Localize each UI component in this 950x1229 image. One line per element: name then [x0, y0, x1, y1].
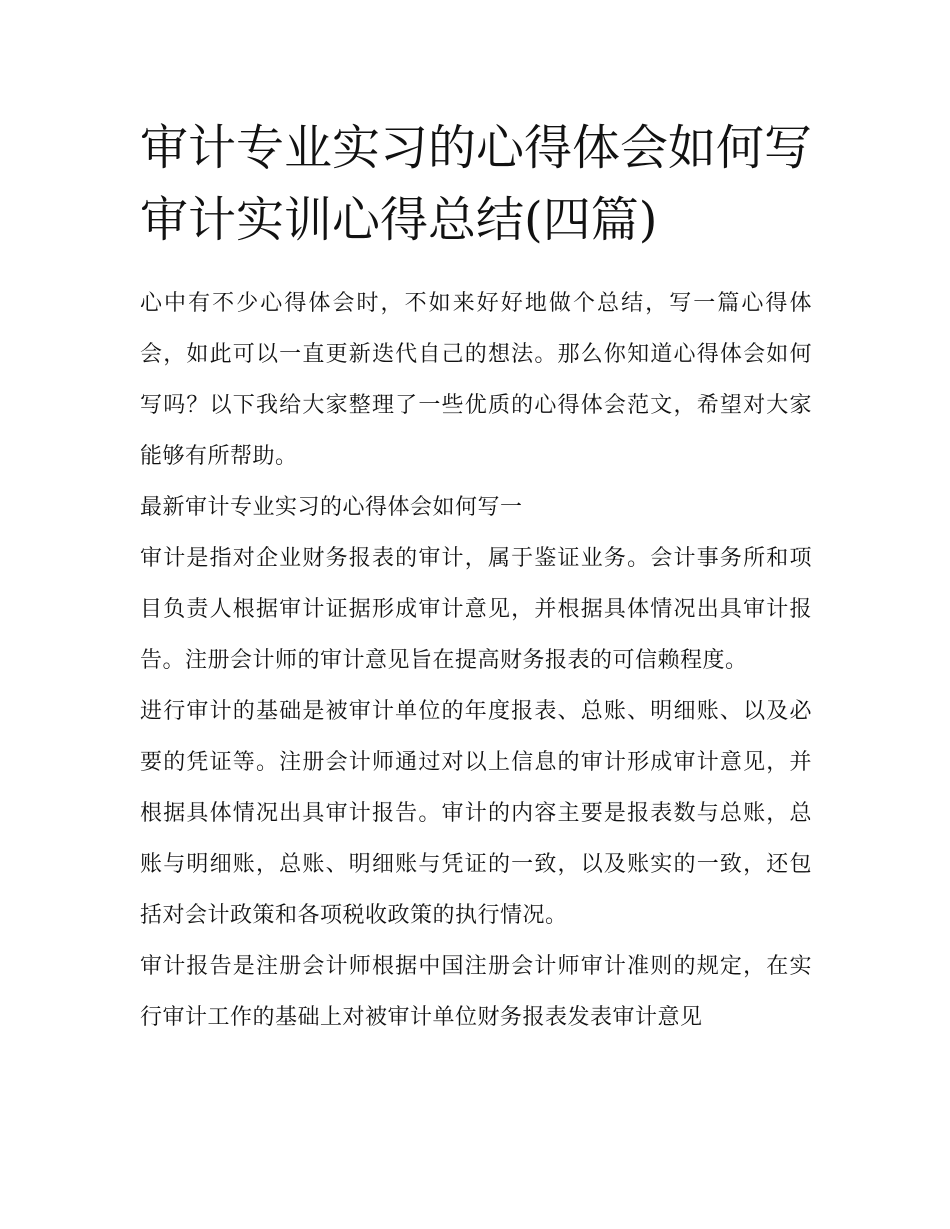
document-title: 审计专业实习的心得体会如何写 审计实训心得总结(四篇): [140, 120, 813, 248]
body-paragraph: 审计是指对企业财务报表的审计，属于鉴证业务。会计事务所和项目负责人根据审计证据形成审计意见，并根据具体情况出具审计报告。注册会计师的审计意见旨在提高财务报表的可信赖程度。: [140, 546, 812, 673]
body-paragraph: 审计报告是注册会计师根据中国注册会计师审计准则的规定，在实行审计工作的基础上对被审计单位财务报表发表审计意见: [140, 954, 812, 1030]
body-paragraph: 进行审计的基础是被审计单位的年度报表、总账、明细账、以及必要的凭证等。注册会计师通过对以上信息的审计形成审计意见，并根据具体情况出具审计报告。审计的内容主要是报表数与总账，总账与明细账，总账、明细账与凭证的一致，以及账实的一致，还包括对会计政策和各项税收政策的执行情况。: [140, 699, 812, 928]
document-body: [140, 112, 812, 1043]
intro-paragraph: 心中有不少心得体会时，不如来好好地做个总结，写一篇心得体会，如此可以一直更新迭代自己的想法。那么你知道心得体会如何写吗？以下我给大家整理了一些优质的心得体会范文，希望对大家能够有所帮助。: [140, 291, 812, 469]
section-heading: 最新审计专业实习的心得体会如何写一: [140, 495, 523, 520]
